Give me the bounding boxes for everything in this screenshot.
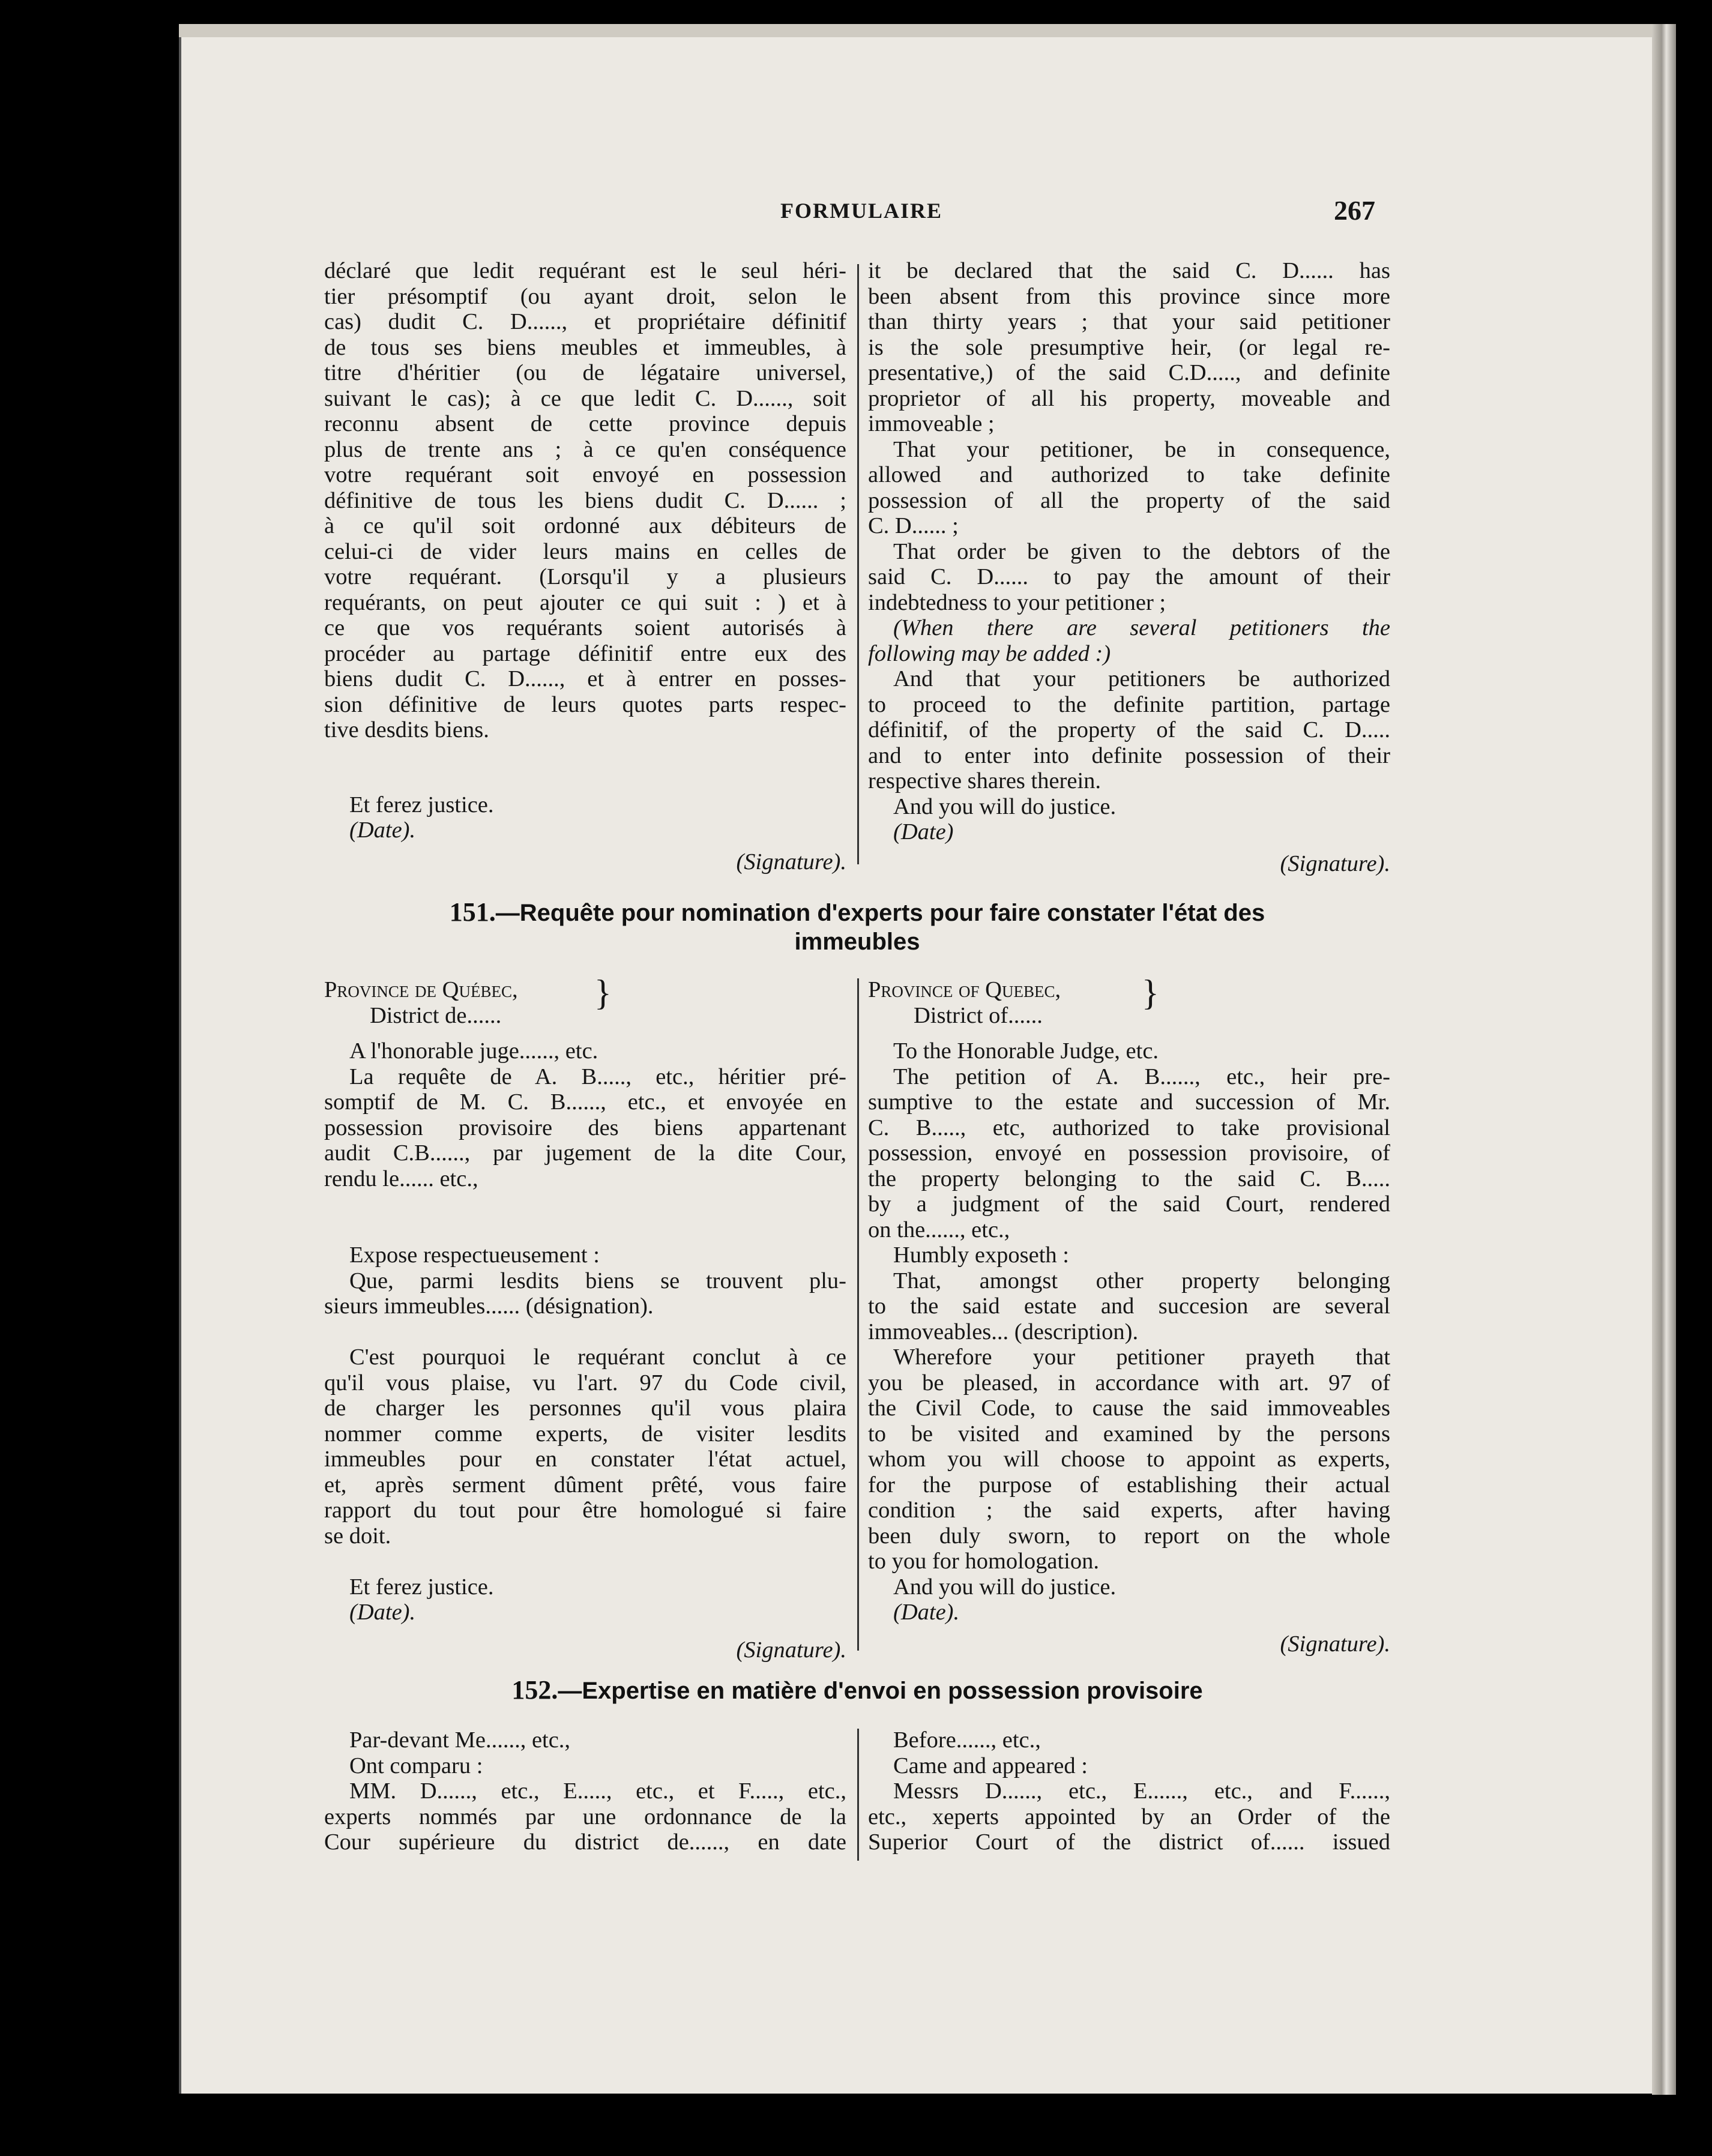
text-line: cas) dudit C. D......, et propriétaire définitif xyxy=(324,309,846,334)
s151-french-heading xyxy=(324,973,846,1028)
text-line xyxy=(324,1549,846,1574)
text-line: requérants, on peut ajouter ce qui suit : ) et à xyxy=(324,589,846,615)
s151-en-district: District of...... xyxy=(914,1002,1043,1028)
text-line: (Date). xyxy=(349,1600,416,1625)
text-line: C. D...... ; xyxy=(868,513,959,538)
text-line: biens dudit C. D......, et à entrer en posses- xyxy=(324,666,846,691)
text-line: respective shares therein. xyxy=(868,768,1102,793)
text-line: the Civil Code, to cause the said immoveables xyxy=(868,1396,1390,1421)
text-line: C'est pourquoi le requérant conclut à ce xyxy=(349,1344,846,1370)
text-line: votre requérant. (Lorsqu'il y a plusieurs xyxy=(324,564,846,589)
text-line: procéder au partage définitif entre eux des xyxy=(324,640,846,666)
s151-fr-province: Province de Québec, xyxy=(324,977,518,1002)
text-line: indebtedness to your petitioner ; xyxy=(868,589,1166,615)
text-line: possession of all the property of the said xyxy=(868,487,1390,513)
text-line: celui-ci de vider leurs mains en celles de xyxy=(324,538,846,564)
text-line: votre requérant soit envoyé en possession xyxy=(324,462,846,487)
s151-title xyxy=(324,898,1390,956)
text-line: Que, parmi lesdits biens se trouvent plu- xyxy=(349,1268,846,1293)
text-line: (When there are several petitioners the xyxy=(893,615,1390,640)
text-line: condition ; the said experts, after having xyxy=(868,1498,1390,1523)
text-line: ce que vos requérants soient autorisés à xyxy=(324,615,846,640)
text-line: than thirty years ; that your said petitioner xyxy=(868,309,1390,334)
text-line: That, amongst other property belonging xyxy=(893,1268,1390,1293)
text-line: you be pleased, in accordance with art. 97 of xyxy=(868,1370,1390,1396)
s150-french-signature: (Signature). xyxy=(736,849,846,875)
text-line: And you will do justice. xyxy=(893,1574,1117,1600)
text-line: That your petitioner, be in consequence, xyxy=(893,436,1390,462)
text-line: to proceed to the definite partition, partage xyxy=(868,691,1390,717)
s152-title xyxy=(324,1676,1390,1705)
s151-french-body xyxy=(324,1038,846,1625)
text-line: etc., xeperts appointed by an Order of the xyxy=(868,1804,1390,1829)
s151-french-column xyxy=(324,1038,846,1663)
text-line: And that your petitioners be authorized xyxy=(893,666,1390,691)
text-line: immoveables... (description). xyxy=(868,1319,1139,1344)
text-line: for the purpose of establishing their actual xyxy=(868,1472,1390,1498)
page-number: 267 xyxy=(1334,195,1375,226)
text-line: Messrs D......, etc., E......, etc., and F......, xyxy=(893,1778,1390,1804)
text-line: MM. D......, etc., E....., etc., et F....., etc., xyxy=(349,1778,846,1804)
text-line: experts nommés par une ordonnance de la xyxy=(324,1804,846,1829)
text-line: following may be added :) xyxy=(868,640,1111,666)
text-line: suivant le cas); à ce que ledit C. D......, soit xyxy=(324,385,846,411)
text-line: To the Honorable Judge, etc. xyxy=(893,1038,1159,1064)
text-line: immeubles pour en constater l'état actuel, xyxy=(324,1447,846,1472)
s152-column-divider xyxy=(857,1729,859,1861)
text-line: de charger les personnes qu'il vous plaira xyxy=(324,1396,846,1421)
text-line: That order be given to the debtors of the xyxy=(893,538,1390,564)
s151-title-line2: immeubles xyxy=(794,929,920,955)
text-line: plus de trente ans ; à ce qu'en conséquence xyxy=(324,436,846,462)
s150-french-closing: Et ferez justice. xyxy=(349,792,494,818)
text-line: presentative,) of the said C.D....., and definite xyxy=(868,360,1390,385)
text-line: Came and appeared : xyxy=(893,1753,1088,1778)
text-line: à ce qu'il soit ordonné aux débiteurs de xyxy=(324,513,846,538)
s152-english-column xyxy=(868,1727,1390,1855)
text-line: said C. D...... to pay the amount of their xyxy=(868,564,1390,589)
s150-french-date: (Date). xyxy=(349,818,416,843)
s150-english-date: (Date) xyxy=(893,819,954,845)
text-line: qu'il vous plaise, vu l'art. 97 du Code civil, xyxy=(324,1370,846,1396)
text-line: immoveable ; xyxy=(868,411,995,436)
text-line: audit C.B......, par jugement de la dite Cour, xyxy=(324,1140,846,1166)
s150-english-signature: (Signature). xyxy=(1280,851,1390,876)
s151-english-signature: (Signature). xyxy=(1280,1631,1390,1657)
text-line: A l'honorable juge......, etc. xyxy=(349,1038,598,1064)
text-line: déclaré que ledit requérant est le seul héri- xyxy=(324,258,846,283)
text-line: to you for homologation. xyxy=(868,1549,1099,1574)
text-line: and to enter into definite possession of their xyxy=(868,742,1390,768)
text-line: reconnu absent de cette province depuis xyxy=(324,411,846,436)
text-line: somptif de M. C. B......, etc., et envoyée en xyxy=(324,1089,846,1115)
text-line: de tous ses biens meubles et immeubles, à xyxy=(324,334,846,360)
text-line: rendu le...... etc., xyxy=(324,1166,478,1191)
text-line: (Date). xyxy=(893,1600,960,1625)
s150-column-divider xyxy=(857,264,859,864)
s151-column-divider xyxy=(857,978,859,1651)
text-line: is the sole presumptive heir, (or legal re- xyxy=(868,334,1390,360)
s151-en-province: Province of Quebec, xyxy=(868,977,1061,1002)
text-line: Ont comparu : xyxy=(349,1753,483,1778)
s151-title-line1: —Requête pour nomination d'experts pour faire constater l'état des xyxy=(495,900,1265,926)
text-line: to the said estate and succesion are several xyxy=(868,1293,1390,1319)
text-line: Before......, etc., xyxy=(893,1727,1041,1753)
text-line: been duly sworn, to report on the whole xyxy=(868,1523,1390,1549)
text-line: La requête de A. B....., etc., héritier pré- xyxy=(349,1064,846,1089)
text-line: whom you will choose to appoint as experts, xyxy=(868,1447,1390,1472)
text-line: The petition of A. B......, etc., heir pre- xyxy=(893,1064,1390,1089)
text-line: to be visited and examined by the persons xyxy=(868,1421,1390,1447)
s151-fr-brace: } xyxy=(594,973,612,1013)
text-line: by a judgment of the said Court, rendered xyxy=(868,1191,1390,1217)
text-line: Cour supérieure du district de......, en date xyxy=(324,1829,846,1855)
text-line: définitif, of the property of the said C. D..... xyxy=(868,717,1390,742)
s152-title-text: —Expertise en matière d'envoi en possession provisoire xyxy=(558,1678,1203,1704)
text-line xyxy=(324,1217,846,1243)
text-line: the property belonging to the said C. B..... xyxy=(868,1166,1390,1191)
text-line: allowed and authorized to take definite xyxy=(868,462,1390,487)
text-line: possession provisoire des biens appartenant xyxy=(324,1115,846,1140)
text-line: et, après serment dûment prêté, vous faire xyxy=(324,1472,846,1498)
s151-number: 151. xyxy=(449,897,496,927)
s151-french-signature: (Signature). xyxy=(736,1637,846,1663)
text-line: Humbly exposeth : xyxy=(893,1242,1069,1268)
text-line: définitive de tous les biens dudit C. D...... ; xyxy=(324,487,846,513)
s151-english-body xyxy=(868,1038,1390,1625)
text-line: been absent from this province since more xyxy=(868,283,1390,309)
s150-french-column xyxy=(324,258,846,875)
page-edge-shadow xyxy=(1652,24,1676,2095)
s151-en-brace: } xyxy=(1142,973,1159,1013)
text-line: it be declared that the said C. D...... has xyxy=(868,258,1390,283)
text-line xyxy=(324,1191,846,1217)
text-line: proprietor of all his property, moveable and xyxy=(868,385,1390,411)
s152-french-body xyxy=(324,1727,846,1855)
text-line: titre d'héritier (ou de légataire universel, xyxy=(324,360,846,385)
text-line: rapport du tout pour être homologué si faire xyxy=(324,1498,846,1523)
text-line: Wherefore your petitioner prayeth that xyxy=(893,1344,1390,1370)
text-line: Superior Court of the district of...... issued xyxy=(868,1829,1390,1855)
text-line: Par-devant Me......, etc., xyxy=(349,1727,571,1753)
s152-english-body xyxy=(868,1727,1390,1855)
s150-french-body xyxy=(324,258,846,743)
s151-english-heading xyxy=(868,973,1390,1028)
s150-english-body xyxy=(868,258,1390,819)
s150-english-column xyxy=(868,258,1390,876)
s151-english-column xyxy=(868,1038,1390,1657)
s152-number: 152. xyxy=(511,1675,558,1705)
text-line: Expose respectueusement : xyxy=(349,1242,600,1268)
text-line: on the......, etc., xyxy=(868,1217,1010,1242)
text-line: possession, envoyé en possession provisoire, of xyxy=(868,1140,1390,1166)
text-line: C. B....., etc, authorized to take provisional xyxy=(868,1115,1390,1140)
running-title: FORMULAIRE xyxy=(780,199,942,223)
text-line: nommer comme experts, de visiter lesdits xyxy=(324,1421,846,1447)
page-top-edge xyxy=(179,24,1676,38)
s151-fr-district: District de...... xyxy=(370,1002,502,1028)
text-line: tier présomptif (ou ayant droit, selon le xyxy=(324,283,846,309)
text-line: Et ferez justice. xyxy=(349,1574,494,1600)
text-line xyxy=(324,1319,846,1345)
text-line: se doit. xyxy=(324,1523,391,1549)
text-line: sieurs immeubles...... (désignation). xyxy=(324,1293,654,1319)
text-line: tive desdits biens. xyxy=(324,717,489,742)
s152-french-column xyxy=(324,1727,846,1855)
text-line: And you will do justice. xyxy=(893,793,1117,819)
text-line: sion définitive de leurs quotes parts respec- xyxy=(324,691,846,717)
text-line: sumptive to the estate and succession of Mr. xyxy=(868,1089,1390,1115)
